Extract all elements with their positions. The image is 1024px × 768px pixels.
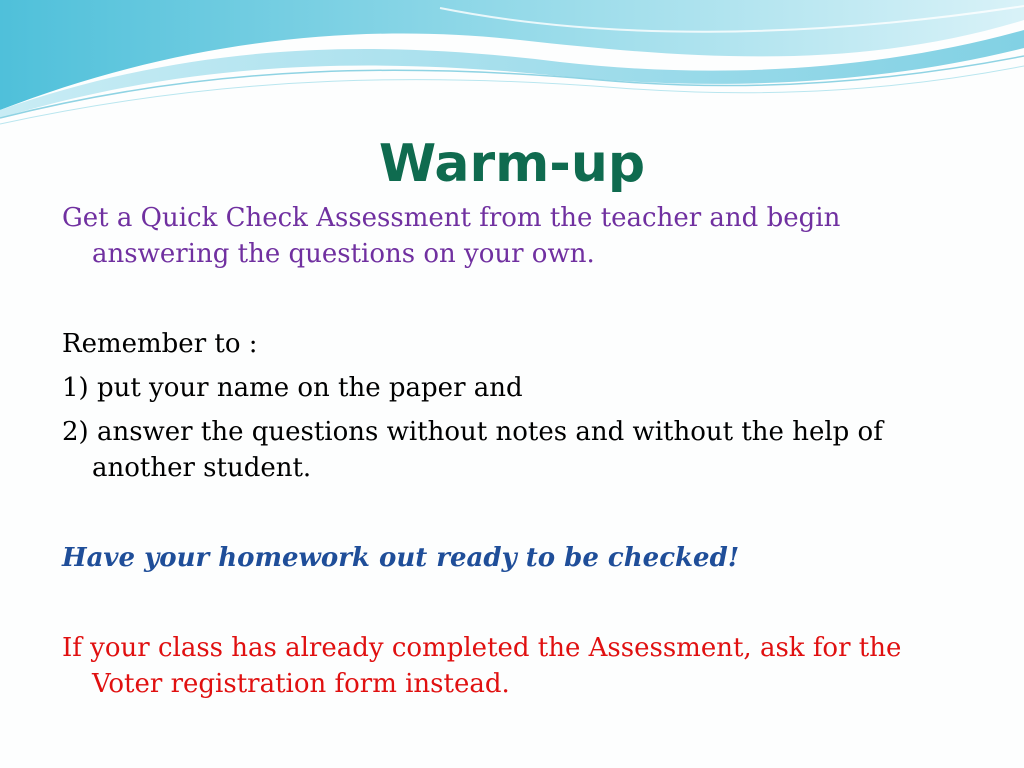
slide-body [62,200,962,702]
wave-header-decoration [0,0,1024,130]
remember-heading: Remember to : [62,329,258,359]
alternative-notice: If your class has already completed the Assessment, ask for the Voter registration form instead. [62,633,902,699]
intro-instruction: Get a Quick Check Assessment from the teacher and begin answering the questions on your own. [62,203,841,269]
homework-notice: Have your homework out ready to be checked! [62,543,740,573]
slide-title: Warm-up [378,134,646,194]
step-item-2: 2) answer the questions without notes and without the help of another student. [62,417,883,483]
step-item-1: 1) put your name on the paper and [62,373,523,403]
